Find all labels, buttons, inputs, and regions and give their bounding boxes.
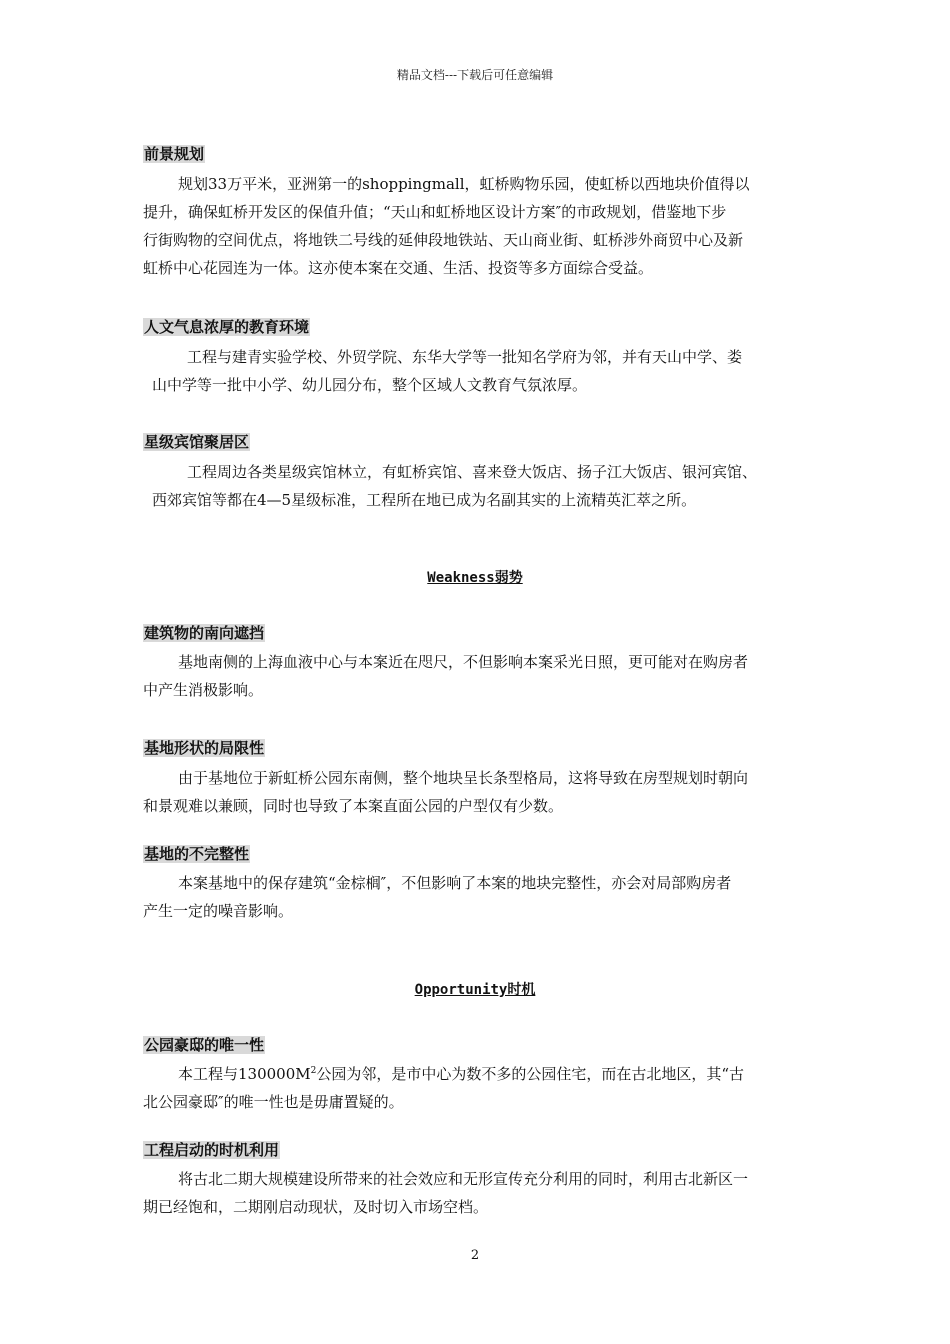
section-heading-hotel-district: 星级宾馆聚居区 (144, 433, 250, 451)
section-body-hotel-district: 工程周边各类星级宾馆林立，有虹桥宾馆、喜来登大饭店、扬子江大饭店、银河宾馆、 西郊宾馆等都在4—5星级标准，工程所在地已成为名副其实的上流精英汇萃之所。 (152, 463, 758, 509)
weakness-title (0, 567, 950, 587)
opportunity-title (0, 979, 950, 999)
section-heading-site-incompleteness: 基地的不完整性 (144, 845, 250, 863)
park-mansion-text-b: 公园为邻，是市中心为数不多的公园住宅，而在古北地区，其“古 北公园豪邸″的唯一性也是毋庸置疑的。 (143, 1065, 745, 1111)
section-body-prospect-planning: 规划33万平米，亚洲第一的shoppingmall，虹桥购物乐园，使虹桥以西地块价值得以 提升，确保虹桥开发区的保值升值；“天山和虹桥地区设计方案″的市政规划，借鉴地下步 行街购物的空间优点，将地铁二号线的延伸段地铁站、天山商业街、虹桥涉外商贸中心及新 虹桥中心花园连为一体。这亦使本案在交通、生活、投资等多方面综合受益。 (143, 175, 750, 277)
section-body-park-mansion (143, 1060, 823, 1116)
section-body-timing: 将古北二期大规模建设所带来的社会效应和无形宣传充分利用的同时，利用古北新区一 期已经饱和，二期刚启动现状，及时切入市场空档。 (143, 1170, 749, 1216)
section-heading-prospect-planning: 前景规划 (144, 145, 205, 163)
section-heading-timing: 工程启动的时机利用 (144, 1141, 280, 1159)
section-heading-south-blocking: 建筑物的南向遮挡 (144, 624, 265, 642)
park-mansion-text-a: 本工程与130000M (178, 1065, 311, 1083)
section-heading-site-shape: 基地形状的局限性 (144, 739, 265, 757)
opportunity-title-text: Opportunity时机 (414, 982, 536, 998)
section-body-site-shape: 由于基地位于新虹桥公园东南侧，整个地块呈长条型格局，这将导致在房型规划时朝向 和景观难以兼顾，同时也导致了本案直面公园的户型仅有少数。 (143, 769, 749, 815)
section-body-site-incompleteness: 本案基地中的保存建筑“金棕榈″，不但影响了本案的地块完整性，亦会对局部购房者 产生一定的噪音影响。 (143, 874, 732, 920)
weakness-title-text: Weakness弱势 (427, 570, 523, 586)
page-header: 精品文档---下载后可任意编辑 (396, 68, 554, 82)
section-heading-education-environment: 人文气息浓厚的教育环境 (144, 318, 310, 336)
section-heading-park-mansion: 公园豪邸的唯一性 (144, 1036, 265, 1054)
section-body-south-blocking: 基地南侧的上海血液中心与本案近在咫尺，不但影响本案采光日照，更可能对在购房者 中产生消极影响。 (143, 653, 749, 699)
superscript-2: 2 (310, 1066, 317, 1076)
page-number: 2 (470, 1248, 480, 1263)
section-body-education-environment: 工程与建青实验学校、外贸学院、东华大学等一批知名学府为邻，并有天山中学、娄 山中学等一批中小学、幼儿园分布，整个区域人文教育气氛浓厚。 (152, 348, 743, 394)
